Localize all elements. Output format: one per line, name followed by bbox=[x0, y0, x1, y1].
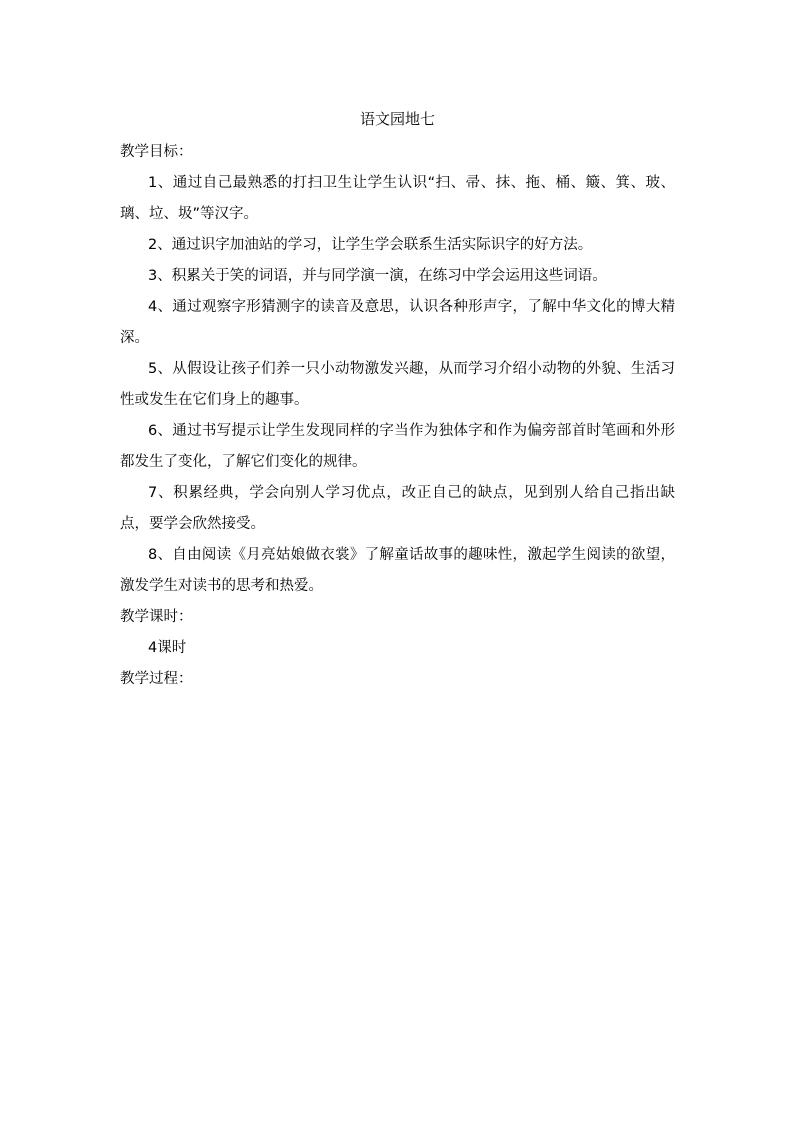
document-title: 语文园地七 bbox=[359, 110, 435, 128]
hours-heading: 教学课时： bbox=[120, 609, 193, 625]
objective-item-6: 6、通过书写提示让学生发现同样的字当作为独体字和作为偏旁部首时笔画和外形都发生了变化，了解它们变化的规律。 bbox=[120, 423, 675, 470]
objective-item-8: 8、自由阅读《月亮姑娘做衣裳》了解童话故事的趣味性，激起学生阅读的欲望，激发学生对读书的思考和热爱。 bbox=[120, 547, 675, 594]
objective-item-2: 2、通过识字加油站的学习，让学生学会联系生活实际识字的好方法。 bbox=[148, 237, 593, 253]
objective-item-3: 3、积累关于笑的词语，并与同学演一演，在练习中学会运用这些词语。 bbox=[148, 268, 607, 284]
process-heading: 教学过程： bbox=[120, 671, 193, 687]
objective-item-5: 5、从假设让孩子们养一只小动物激发兴趣，从而学习介绍小动物的外貌、生活习性或发生在它们身上的趣事。 bbox=[120, 361, 675, 408]
objective-item-4: 4、通过观察字形猜测字的读音及意思，认识各种形声字，了解中华文化的博大精深。 bbox=[120, 299, 675, 346]
document-body bbox=[120, 107, 675, 695]
hours-value: 4课时 bbox=[148, 640, 187, 656]
objectives-heading: 教学目标： bbox=[120, 144, 193, 160]
objectives-list bbox=[120, 168, 675, 602]
objective-item-1: 1、通过自己最熟悉的打扫卫生让学生认识“扫、帚、抹、拖、桶、簸、箕、玻、璃、垃、圾”等汉字。 bbox=[120, 175, 675, 222]
objective-item-7: 7、积累经典，学会向别人学习优点，改正自己的缺点，见到别人给自己指出缺点，要学会欣然接受。 bbox=[120, 485, 675, 532]
